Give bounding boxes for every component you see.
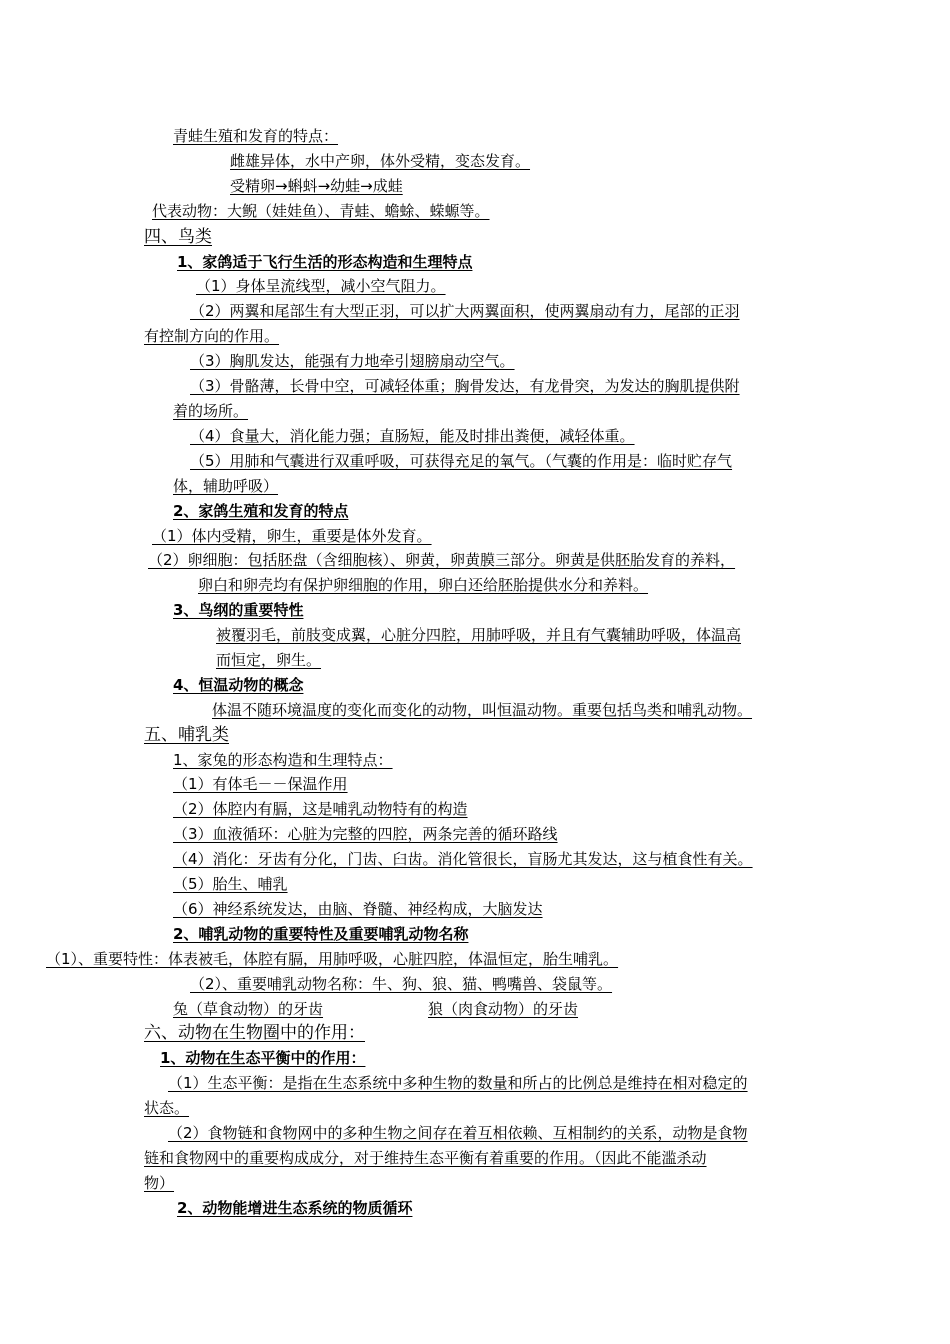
text-line: （5）用肺和气囊进行双重呼吸，可获得充足的氧气。（气囊的作用是：临时贮存气	[190, 452, 733, 470]
section-heading: 五、哺乳类	[144, 725, 229, 745]
text-line: 链和食物网中的重要构成成分，对于维持生态平衡有着重要的作用。（因此不能滥杀动	[144, 1149, 707, 1167]
text-line: （3）骨骼薄，长骨中空，可减轻体重；胸骨发达，有龙骨突，为发达的胸肌提供附	[190, 377, 740, 395]
text-line: 代表动物：大鲵（娃娃鱼）、青蛙、蟾蜍、蝾螈等。	[152, 202, 490, 220]
text-line: （2）两翼和尾部生有大型正羽，可以扩大两翼面积，使两翼扇动有力，尾部的正羽	[190, 302, 740, 320]
text-line: （1）身体呈流线型，减小空气阻力。	[196, 277, 446, 295]
subsection-heading: 3、鸟纲的重要特性	[173, 601, 304, 619]
text-line: 被覆羽毛，前肢变成翼，心脏分四腔，用肺呼吸，并且有气囊辅助呼吸，体温高	[216, 626, 742, 644]
text-line: 青蛙生殖和发育的特点：	[173, 127, 339, 145]
subsection-heading: 1、家兔的形态构造和生理特点：	[173, 751, 393, 769]
text-line: （4）食量大，消化能力强；直肠短，能及时排出粪便，减轻体重。	[190, 427, 635, 445]
subsection-heading: 1、动物在生态平衡中的作用：	[160, 1049, 366, 1067]
section-heading: 四、鸟类	[144, 227, 212, 247]
text-line: 体温不随环境温度的变化而变化的动物，叫恒温动物。重要包括鸟类和哺乳动物。	[212, 701, 753, 719]
text-line: （5）胎生、哺乳	[173, 875, 288, 893]
section-heading: 六、动物在生物圈中的作用：	[144, 1023, 365, 1043]
subsection-heading: 2、哺乳动物的重要特性及重要哺乳动物名称	[173, 925, 469, 943]
text-line: 卵白和卵壳均有保护卵细胞的作用，卵白还给胚胎提供水分和养料。	[198, 576, 649, 594]
text-line: 雌雄异体，水中产卵，体外受精，变态发育。	[230, 152, 531, 170]
text-line: 物）	[144, 1174, 175, 1192]
subsection-heading: 2、动物能增进生态系统的物质循环	[177, 1199, 413, 1217]
text-line: 而恒定，卵生。	[216, 651, 322, 669]
text-line: 兔（草食动物）的牙齿	[173, 1000, 324, 1018]
text-line: （3）血液循环：心脏为完整的四腔，两条完善的循环路线	[173, 825, 558, 843]
text-line: 状态。	[144, 1099, 190, 1117]
text-line: （2）食物链和食物网中的多种生物之间存在着互相依赖、互相制约的关系，动物是食物	[168, 1124, 748, 1142]
text-line: 着的场所。	[173, 402, 249, 420]
text-line: （2）、重要哺乳动物名称：牛、狗、狼、猫、鸭嘴兽、袋鼠等。	[190, 975, 613, 993]
text-line: 体，辅助呼吸）	[173, 477, 279, 495]
text-line: 受精卵→蝌蚪→幼蛙→成蛙	[230, 177, 403, 195]
text-line: 有控制方向的作用。	[144, 327, 280, 345]
text-line: （2）体腔内有膈，这是哺乳动物特有的构造	[173, 800, 468, 818]
subsection-heading: 4、恒温动物的概念	[173, 676, 304, 694]
subsection-heading: 1、家鸽适于飞行生活的形态构造和生理特点	[177, 253, 473, 271]
text-line: （6）神经系统发达，由脑、脊髓、神经构成，大脑发达	[173, 900, 543, 918]
text-line: 狼（肉食动物）的牙齿	[428, 1000, 579, 1018]
text-line: （1）体内受精，卵生，重要是体外发育。	[152, 527, 432, 545]
text-line: （1）生态平衡：是指在生态系统中多种生物的数量和所占的比例总是维持在相对稳定的	[168, 1074, 748, 1092]
subsection-heading: 2、家鸽生殖和发育的特点	[173, 502, 349, 520]
text-line: （4）消化：牙齿有分化，门齿、臼齿。消化管很长，盲肠尤其发达，这与植食性有关。	[173, 850, 753, 868]
text-line: （1）、重要特性：体表被毛，体腔有膈，用肺呼吸，心脏四腔，体温恒定，胎生哺乳。	[46, 950, 619, 968]
text-line: （3）胸肌发达，能强有力地牵引翅膀扇动空气。	[190, 352, 515, 370]
text-line: （2）卵细胞：包括胚盘（含细胞核）、卵黄，卵黄膜三部分。卵黄是供胚胎发育的养料，	[148, 551, 736, 569]
text-line: （1）有体毛－－保温作用	[173, 775, 348, 793]
